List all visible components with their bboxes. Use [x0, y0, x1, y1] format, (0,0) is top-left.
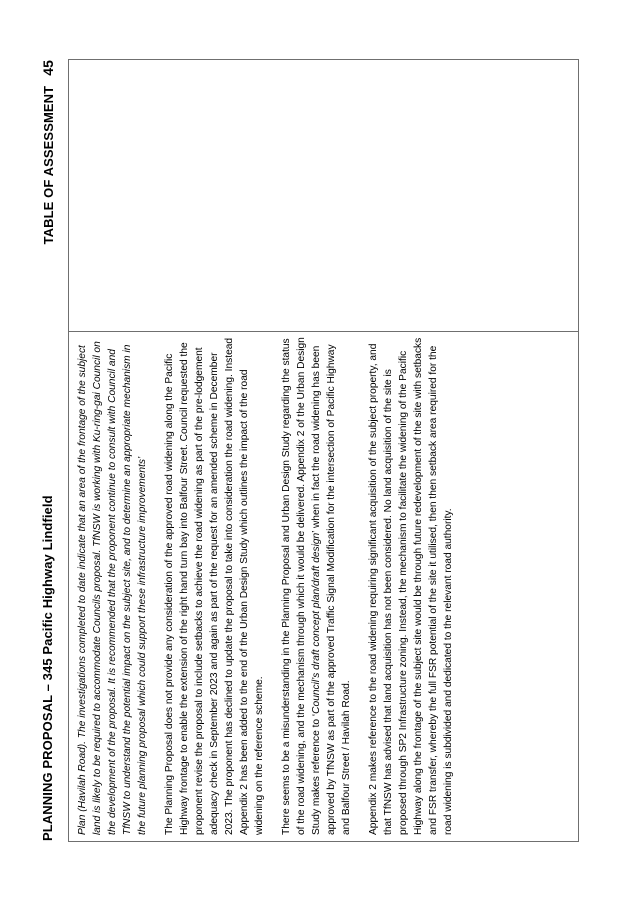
assessment-table	[68, 59, 579, 842]
paragraph-road-widening: The Planning Proposal does not provide any consideration of the approved road widening along the Pacific Highway frontage to enable the extension of the right hand turn bay into Balfour Street. Council requested the proponent revise the proposal to include setbacks to achieve the road widening as part of the pre-lodgement adequacy check in September 2023 and again as part of the request for an amended scheme in December 2023. The proponent has declined to update the proposal to take into consideration the road widening. Instead Appendix 2 has been added to the end of the Urban Design Study which outlines the impact of the road widening on the reference scheme.	[164, 337, 265, 835]
paragraph-appendix-2: Appendix 2 makes reference to the road widening requiring significant acquisition of the subject property, and that TfNSW has advised that land acquisition has not been considered. No land acquisition of the site is proposed through SP2 Infrastructure zoning. Instead, the mechanism to facilitate the widening of the Pacific Highway along the frontage of the subject site would be through future redevelopment of the site with setbacks and FSR transfer, whereby the full FSR potential of the site it utilised, then then setback area required for the road widening is subdivided and dedicated to the relevant road authority.	[368, 337, 454, 835]
section-header	[40, 60, 56, 244]
assessment-cell	[69, 331, 578, 841]
section-title: TABLE OF ASSESSMENT	[41, 85, 56, 245]
empty-cell	[69, 60, 578, 331]
quoted-paragraph: Plan (Havilah Road). The investigations completed to date indicate that an area of the frontage of the subject land is likely to be required to accommodate Councils proposal. TfNSW is working with Ku-ring-gai Council on the development of the proposal. It is recommended that the proponent continue to consult with Council and TfNSW to understand the potential impact on the subject site, and to determine an appropriate mechanism in the future planning proposal which could support these infrastructure improvements’	[77, 341, 148, 835]
paragraph-text: ’ when in fact the road widening has been approved by TfNSW as part of the approved Traffic Signal Modification for the intersection of Pacific Highway and Balfour Street / Havilah Road.	[311, 344, 352, 835]
document-title: PLANNING PROPOSAL – 345 Pacific Highway Lindfield	[40, 495, 55, 841]
paragraph-text: There seems to be a misunderstanding in the Planning Proposal and Urban Design Study regarding the status of the road widening, and the mechanism through which it would be delivered. Appendix 2 of the Urban Design Study makes reference to ‘	[281, 337, 322, 835]
emphasis-text: Council’s draft concept plan/draft design	[311, 532, 322, 714]
page-number: 45	[40, 60, 56, 76]
paragraph-misunderstanding	[279, 336, 354, 835]
